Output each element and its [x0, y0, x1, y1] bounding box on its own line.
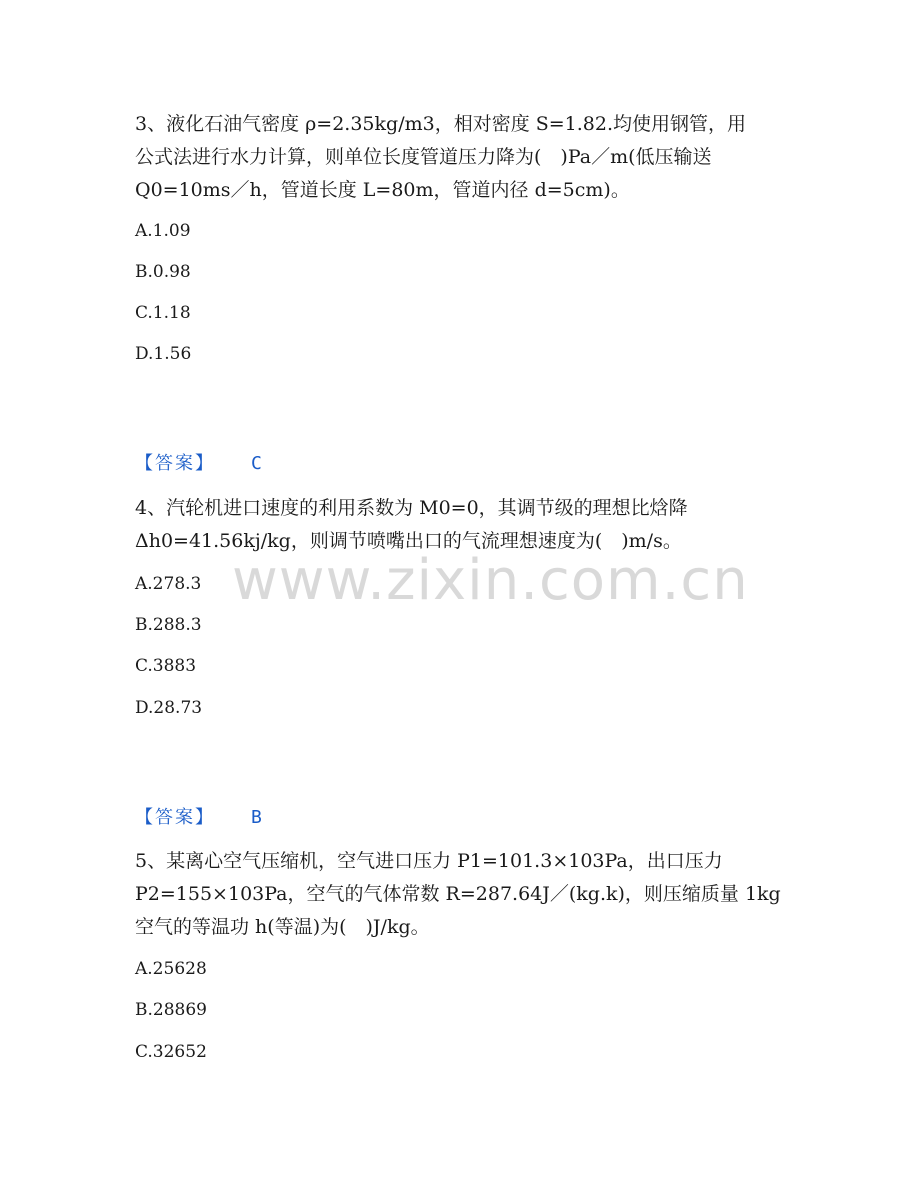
- question-4-stem: [135, 492, 785, 558]
- question-3-stem: [135, 108, 785, 207]
- question-3-option-c: C.1.18: [135, 303, 191, 323]
- question-3-line-3: Q0=10ms／h，管道长度 L=80m，管道内径 d=5cm)。: [135, 179, 630, 201]
- question-5-line-3: 空气的等温功 h(等温)为( )J/kg。: [135, 916, 430, 938]
- question-4-answer: [135, 806, 262, 830]
- question-5-stem: [135, 845, 785, 944]
- question-5-line-2: P2=155×103Pa，空气的气体常数 R=287.64J／(kg.k)，则压缩质量 1kg: [135, 883, 781, 905]
- answer-value: B: [251, 807, 262, 828]
- question-3-line-1: 3、液化石油气密度 ρ=2.35kg/m3，相对密度 S=1.82.均使用钢管，用: [135, 113, 747, 135]
- question-4-line-2: Δh0=41.56kj/kg，则调节喷嘴出口的气流理想速度为( )m/s。: [135, 530, 682, 552]
- question-3-option-d: D.1.56: [135, 344, 192, 364]
- question-4-line-1: 4、汽轮机进口速度的利用系数为 M0=0，其调节级的理想比焓降: [135, 497, 688, 519]
- answer-value: C: [251, 453, 262, 474]
- question-5-line-1: 5、某离心空气压缩机，空气进口压力 P1=101.3×103Pa，出口压力: [135, 850, 723, 872]
- question-5-option-c: C.32652: [135, 1042, 207, 1062]
- question-3-line-2: 公式法进行水力计算，则单位长度管道压力降为( )Pa／m(低压输送: [135, 146, 712, 168]
- question-3-answer: [135, 452, 262, 476]
- question-4-option-c: C.3883: [135, 656, 197, 676]
- question-5-option-a: A.25628: [135, 959, 207, 979]
- question-3-option-b: B.0.98: [135, 262, 191, 282]
- question-3-option-a: A.1.09: [135, 221, 191, 241]
- answer-label: 【答案】: [135, 807, 215, 828]
- question-4-option-a: A.278.3: [135, 574, 202, 594]
- watermark: www.zixin.com.cn: [232, 548, 749, 613]
- question-4-option-d: D.28.73: [135, 698, 203, 718]
- answer-label: 【答案】: [135, 453, 215, 474]
- question-4-option-b: B.288.3: [135, 615, 202, 635]
- question-5-option-b: B.28869: [135, 1000, 207, 1020]
